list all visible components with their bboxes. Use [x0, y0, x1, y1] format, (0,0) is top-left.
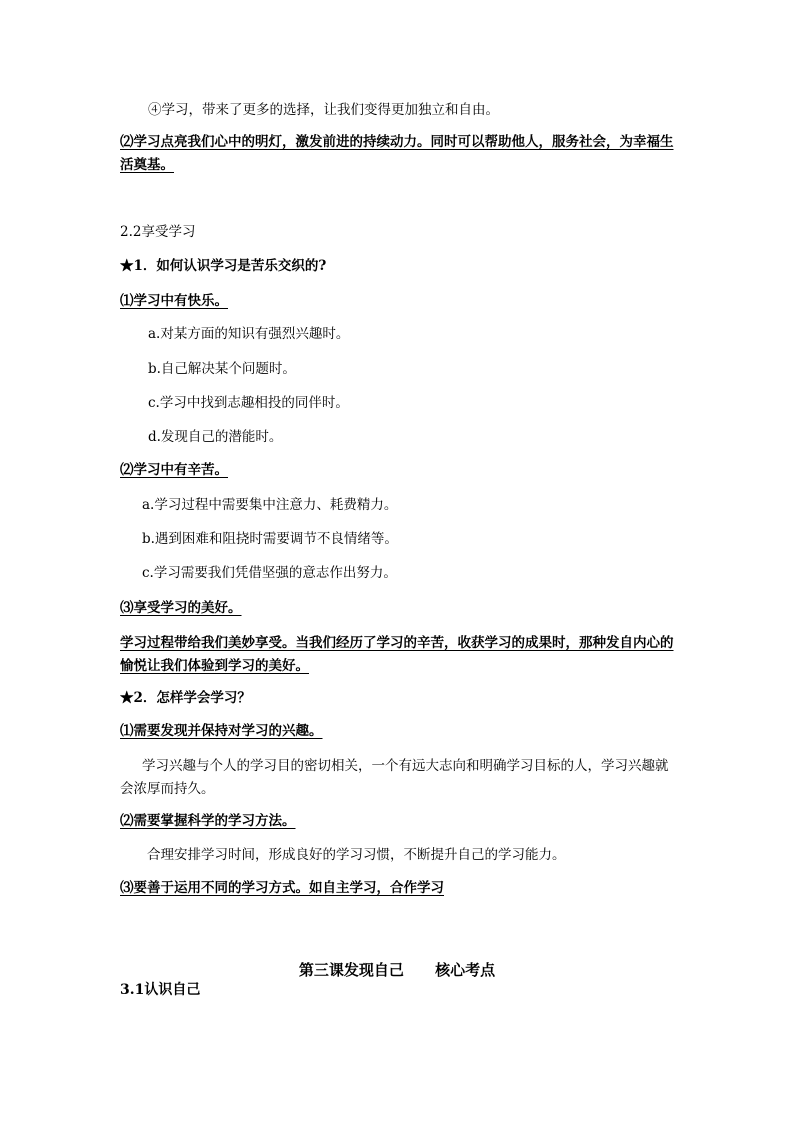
method-2-text: 合理安排学习时间，形成良好的学习习惯，不断提升自己的学习能力。 [147, 847, 566, 863]
hard-item-a: a.学习过程中需要集中注意力、耗费精力。 [142, 497, 398, 513]
method-1-text: 学习兴趣与个人的学习目的密切相关，一个有远大志向和明确学习目标的人，学习兴趣就会浓厚而持久。 [120, 758, 669, 797]
hard-item-c: c.学习需要我们凭借坚强的意志作出努力。 [142, 565, 397, 581]
method-3-heading: ⑶要善于运用不同的学习方式。如自主学习，合作学习 [120, 880, 444, 896]
joy-item-d: d.发现自己的潜能时。 [148, 429, 283, 445]
hard-item-b: b.遇到困难和阻挠时需要调节不良情绪等。 [142, 531, 398, 547]
joy-item-b: b.自己解决某个问题时。 [148, 361, 296, 377]
lesson-3-title: 第三课发现自己 核心考点 [298, 961, 496, 979]
joy-item-a: a.对某方面的知识有强烈兴趣时。 [148, 326, 350, 342]
enjoy-heading: ⑶享受学习的美好。 [120, 600, 242, 616]
section-heading-2-2: 2.2享受学习 [120, 224, 196, 240]
hard-heading: ⑵学习中有辛苦。 [120, 462, 228, 478]
section-heading-3-1: 3.1认识自己 [120, 982, 201, 998]
joy-item-c: c.学习中找到志趣相投的同伴时。 [148, 395, 349, 411]
point-2-text: ⑵学习点亮我们心中的明灯，激发前进的持续动力。同时可以帮助他人，服务社会，为幸福生活奠基。 [120, 134, 674, 173]
joy-heading: ⑴学习中有快乐。 [120, 293, 228, 309]
question-1: ★1．如何认识学习是苦乐交织的? [120, 258, 327, 274]
method-2-heading: ⑵需要掌握科学的学习方法。 [120, 813, 296, 829]
enjoy-text: 学习过程带给我们美妙享受。当我们经历了学习的辛苦，收获学习的成果时，那种发自内心的愉悦让我们体验到学习的美好。 [120, 635, 674, 674]
question-2: ★2．怎样学会学习？ [120, 690, 251, 706]
item-4: ④学习，带来了更多的选择，让我们变得更加独立和自由。 [148, 102, 499, 118]
method-1-heading: ⑴需要发现并保持对学习的兴趣。 [120, 723, 323, 739]
